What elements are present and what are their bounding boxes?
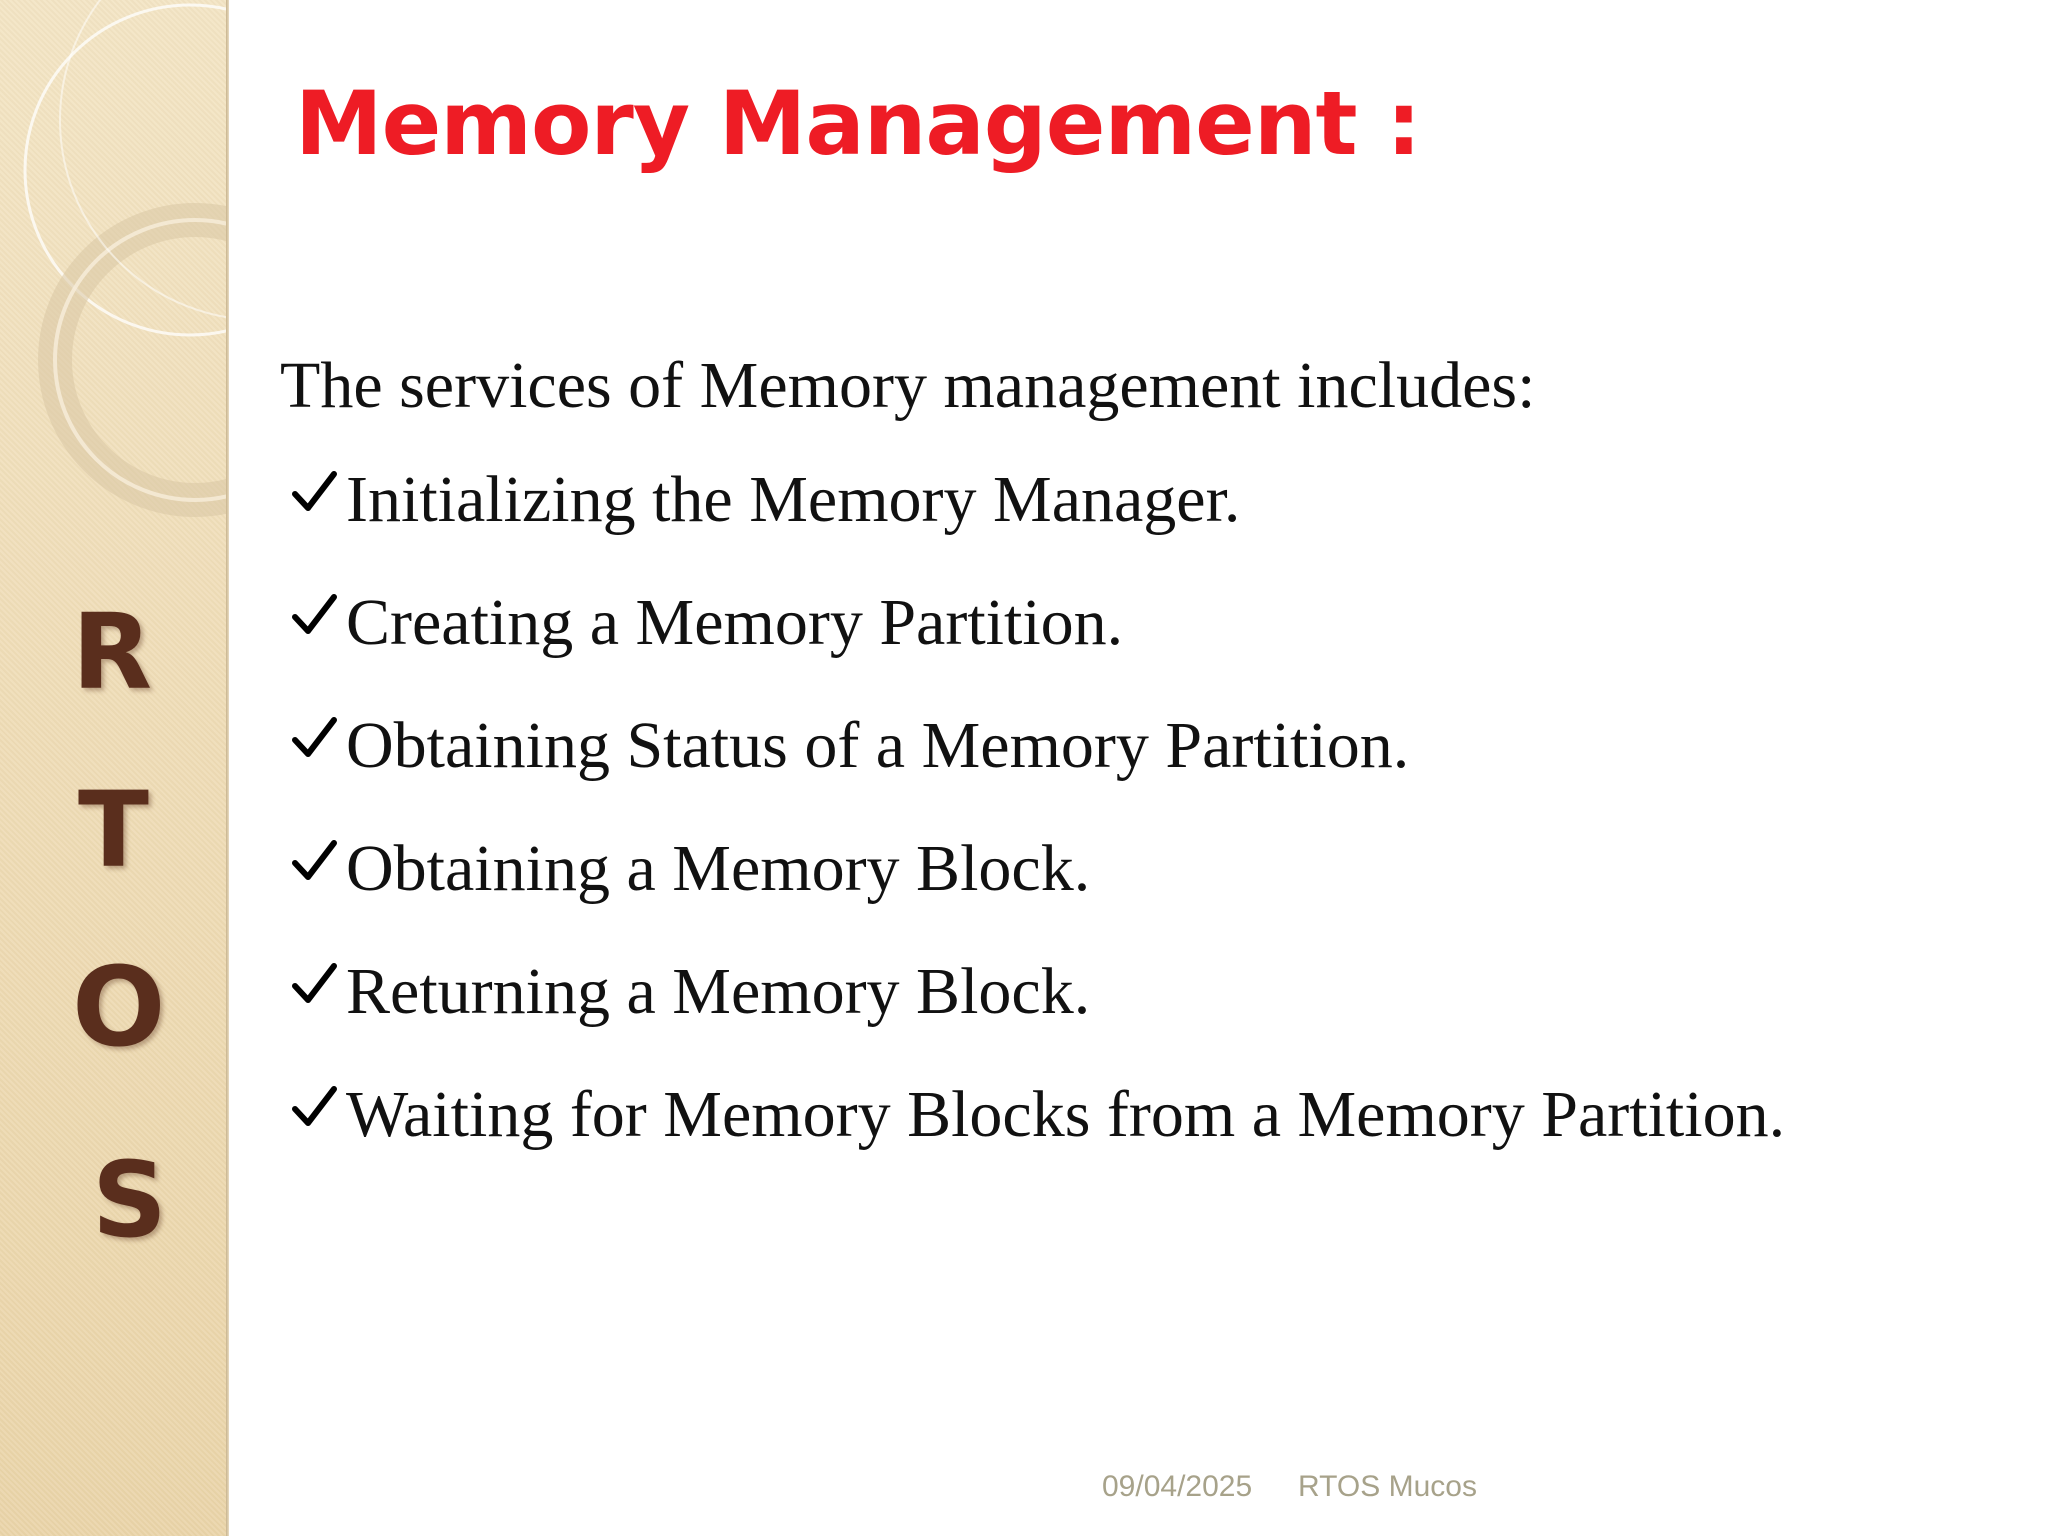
slide-title: Memory Management : <box>295 72 1421 175</box>
intro-text: The services of Memory management includes: <box>280 349 1536 422</box>
check-icon <box>290 468 338 516</box>
check-icon <box>290 1083 338 1131</box>
sidebar-letter-t: T <box>78 769 149 891</box>
list-item-text: Initializing the Memory Manager. <box>346 463 1241 536</box>
sidebar-letter-r: R <box>72 591 153 713</box>
sidebar-divider <box>226 0 229 1536</box>
check-icon <box>290 591 338 639</box>
check-icon <box>290 837 338 885</box>
decorative-circles <box>0 0 228 1536</box>
decorative-sidebar <box>0 0 228 1536</box>
sidebar-letter-o: O <box>72 943 166 1071</box>
footer-label: RTOS Mucos <box>1298 1470 1477 1503</box>
list-item-text: Obtaining Status of a Memory Partition. <box>346 709 1410 782</box>
list-item-text: Returning a Memory Block. <box>346 955 1091 1028</box>
list-item-text: Creating a Memory Partition. <box>346 586 1124 659</box>
check-icon <box>290 960 338 1008</box>
check-icon <box>290 714 338 762</box>
sidebar-letter-s: S <box>92 1139 167 1261</box>
list-item-text: Obtaining a Memory Block. <box>346 832 1091 905</box>
footer-date: 09/04/2025 <box>1102 1470 1253 1503</box>
list-item-text: Waiting for Memory Blocks from a Memory Partition. <box>346 1078 1786 1151</box>
